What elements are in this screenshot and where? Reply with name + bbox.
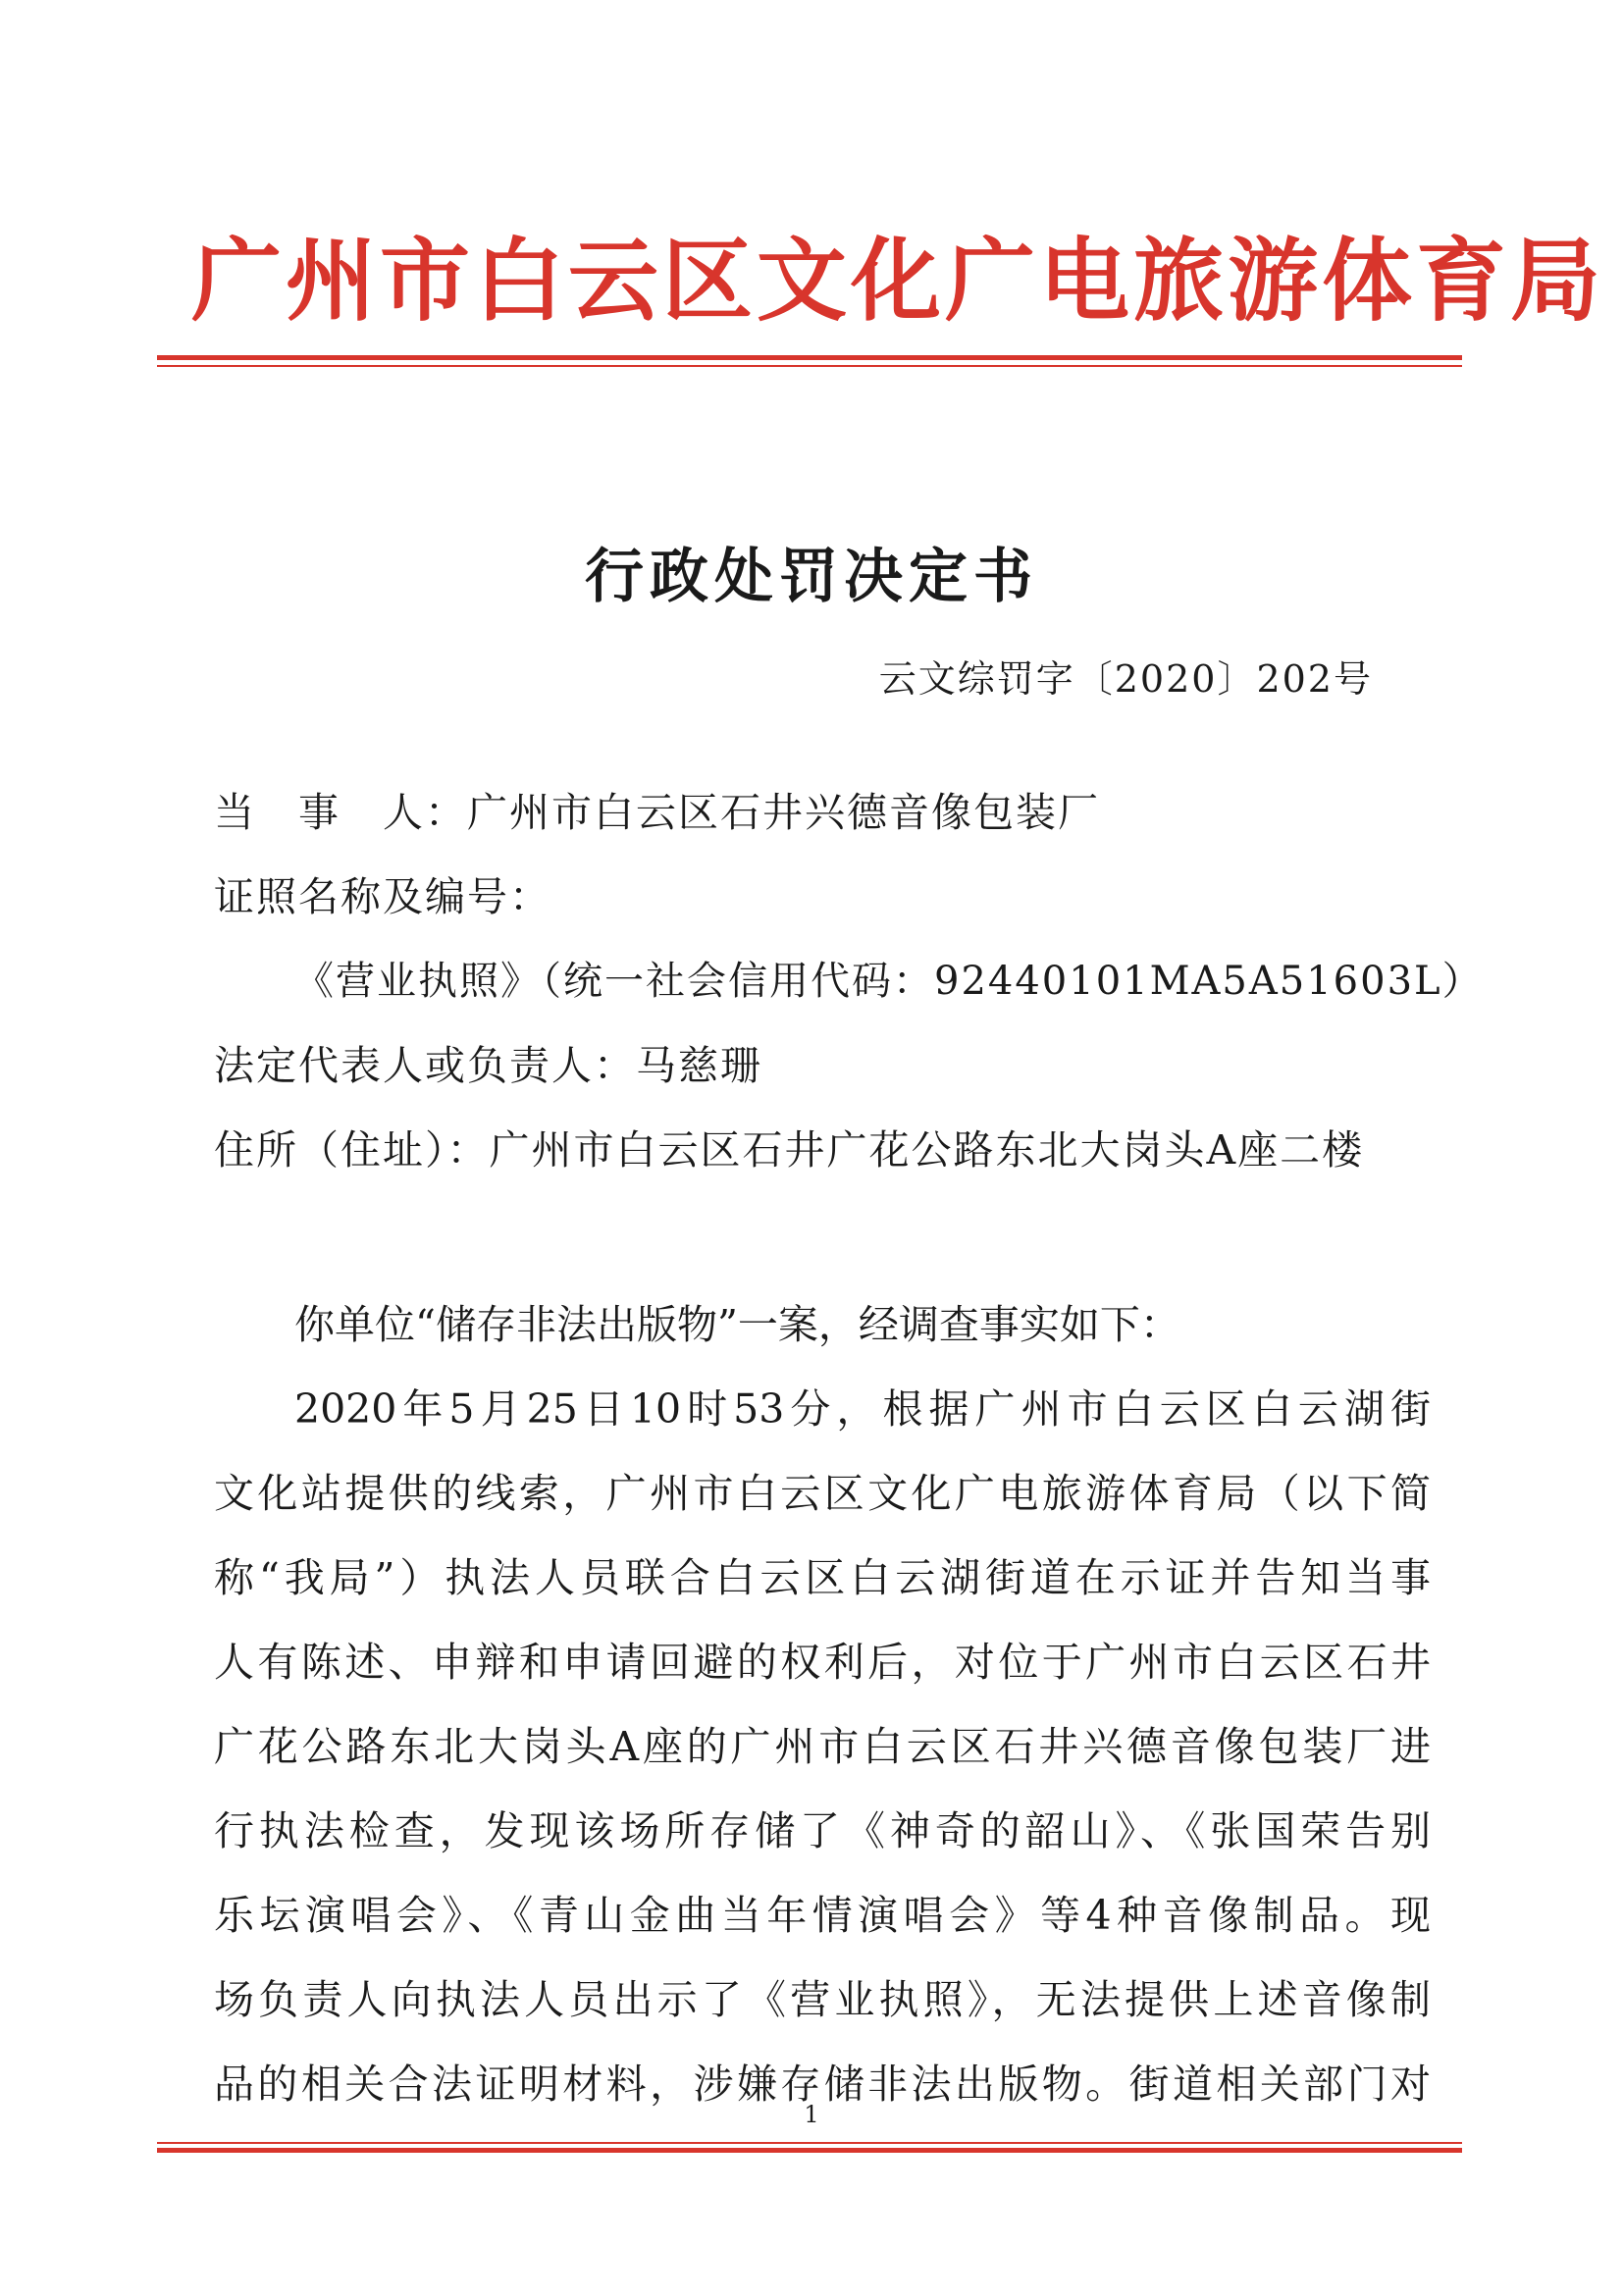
representative-line: 法定代表人或负责人：马慈珊 [214, 1042, 762, 1089]
body-line: 品的相关合法证明材料，涉嫌存储非法出版物。街道相关部门对 [214, 2061, 1431, 2108]
header-red-rule [157, 355, 1462, 367]
body-line: 2020年5月25日10时53分，根据广州市白云区白云湖街 [294, 1385, 1431, 1433]
document-title: 行政处罚决定书 [585, 543, 1038, 611]
body-line: 行执法检查，发现该场所存储了《神奇的韶山》、《张国荣告别 [214, 1807, 1431, 1854]
body-line: 广花公路东北大岗头A座的广州市白云区石井兴德音像包装厂进 [214, 1723, 1431, 1770]
intro-paragraph: 你单位“储存非法出版物”一案，经调查事实如下： [294, 1301, 1180, 1348]
address-line: 住所（住址）：广州市白云区石井广花公路东北大岗头A座二楼 [214, 1126, 1365, 1174]
body-line: 文化站提供的线索，广州市白云区文化广电旅游体育局（以下简 [214, 1470, 1431, 1517]
footer-red-rule [157, 2142, 1462, 2153]
body-line: 场负责人向执法人员出示了《营业执照》，无法提供上述音像制 [214, 1976, 1431, 2023]
body-line: 人有陈述、申辩和申请回避的权利后，对位于广州市白云区石井 [214, 1639, 1431, 1686]
license-label: 证照名称及编号： [214, 873, 551, 920]
party-name-line: 当 事 人：广州市白云区石井兴德音像包装厂 [214, 789, 1100, 836]
document-number: 云文综罚字〔2020〕202号 [878, 657, 1373, 701]
page-number: 1 [804, 2101, 819, 2128]
license-value: 《营业执照》（统一社会信用代码：92440101MA5A51603L） [294, 959, 1484, 1004]
agency-title: 广州市白云区文化广电旅游体育局 [191, 229, 1605, 334]
body-line: 乐坛演唱会》、《青山金曲当年情演唱会》等4种音像制品。现 [214, 1892, 1431, 1939]
body-line: 称“我局”）执法人员联合白云区白云湖街道在示证并告知当事 [214, 1554, 1431, 1601]
